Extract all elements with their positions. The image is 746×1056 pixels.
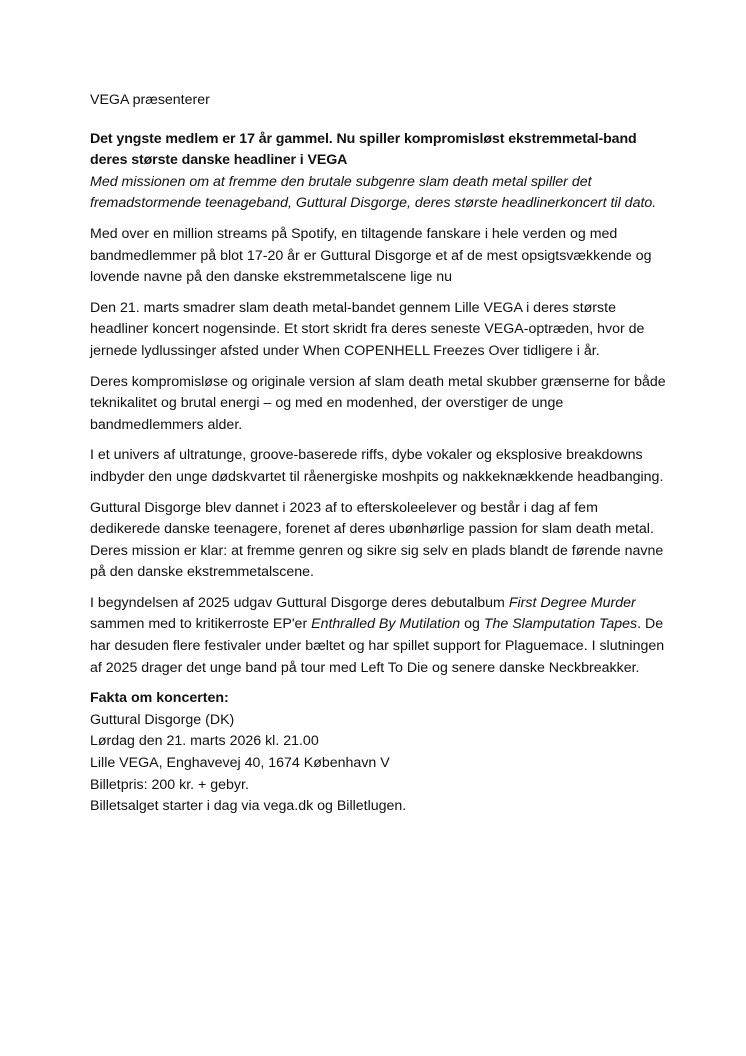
body-paragraph-sound: I et univers af ultratunge, groove-baserede riffs, dybe vokaler og eksplosive breakdowns indbyder den unge dødskvartet til råenergiske moshpits og nakkeknækkende headbanging. <box>90 447 664 485</box>
body-paragraph-discography <box>90 593 670 679</box>
facts-sale: Billetsalget starter i dag via vega.dk og Billetlugen. <box>90 798 407 815</box>
album-title: First Degree Murder <box>508 594 636 611</box>
ep-title-1: Enthralled By Mutilation <box>311 616 461 633</box>
headline: Det yngste medlem er 17 år gammel. Nu spiller kompromisløst ekstremmetal-band deres største danske headliner i VEGA <box>90 130 637 169</box>
discography-conjunction: og <box>460 616 484 633</box>
body-paragraph-history: Guttural Disgorge blev dannet i 2023 af to efterskoleelever og består i dag af fem dedikerede danske teenagere, forenet af deres ubønhørlige passion for slam death metal. Deres mission er klar: at fremme genren og sikre sig selv en plads blandt de førende navne på den danske ekstremmetalscene. <box>90 499 664 581</box>
body-paragraph-style: Deres kompromisløse og originale version af slam death metal skubber grænserne for både teknikalitet og brutal energi – og med en modenhed, der overstiger de unge bandmedlemmers alder. <box>90 373 666 433</box>
press-release-page <box>90 90 670 818</box>
facts-venue: Lille VEGA, Enghavevej 40, 1674 København V <box>90 755 390 772</box>
facts-title: Fakta om koncerten: <box>90 690 229 707</box>
facts-price: Billetpris: 200 kr. + gebyr. <box>90 776 249 793</box>
discography-mid: sammen med to kritikerroste EP'er <box>90 616 312 633</box>
facts-band: Guttural Disgorge (DK) <box>90 711 235 728</box>
body-paragraph-concert: Den 21. marts smadrer slam death metal-bandet gennem Lille VEGA i deres største headliner koncert nogensinde. Et stort skridt fra deres seneste VEGA-optræden, hvor de jernede lydlussinger afsted under When COPENHELL Freezes Over tidligere i år. <box>90 299 645 359</box>
facts-date: Lørdag den 21. marts 2026 kl. 21.00 <box>90 733 319 750</box>
ep-title-2: The Slamputation Tapes <box>483 616 638 633</box>
concert-facts <box>90 688 670 818</box>
lede-paragraph: Med missionen om at fremme den brutale subgenre slam death metal spiller det fremadstormende teenageband, Guttural Disgorge, deres største headlinerkoncert til dato. <box>90 173 657 212</box>
discography-outro: . De har desuden flere festivaler under bæltet og har spillet support for Plaguemace. I slutningen af 2025 drager det unge band på tour med Left To Die og senere danske Neckbreakker. <box>90 616 665 676</box>
presenter-line: VEGA præsenterer <box>90 92 210 108</box>
discography-intro: I begyndelsen af 2025 udgav Guttural Disgorge deres debutalbum <box>90 594 509 611</box>
body-paragraph-streams: Med over en million streams på Spotify, en tiltagende fanskare i hele verden og med bandmedlemmer på blot 17-20 år er Guttural Disgorge et af de mest opsigtsvækkende og lovende navne på den danske ekstremmetalscene lige nu <box>90 225 652 286</box>
